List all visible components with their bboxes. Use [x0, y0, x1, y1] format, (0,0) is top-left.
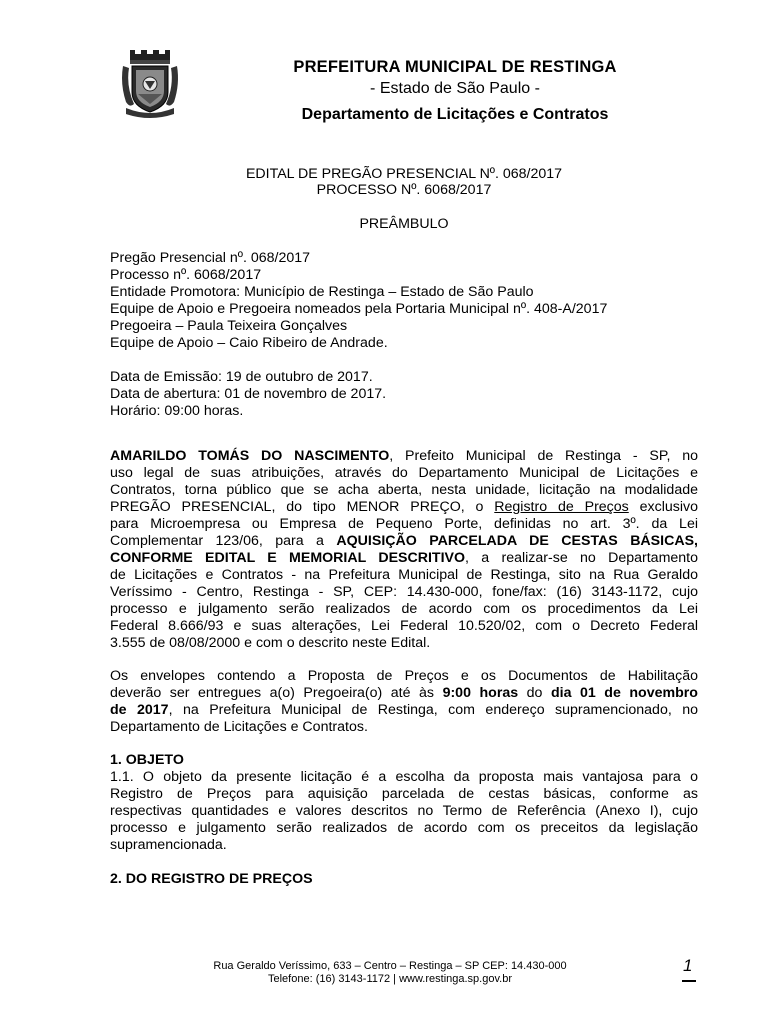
- page-number: 1: [683, 956, 693, 975]
- footer-address: Rua Geraldo Veríssimo, 633 – Centro – Restinga – SP CEP: 14.430-000: [213, 960, 567, 972]
- info-line: Processo nº. 6068/2017: [110, 267, 262, 283]
- registro-de-precos-link: Registro de Preços: [494, 499, 629, 515]
- section-heading-registro: 2. DO REGISTRO DE PREÇOS: [110, 871, 313, 887]
- info-line: Pregoeira – Paula Teixeira Gonçalves: [110, 318, 348, 334]
- date-line: Horário: 09:00 horas.: [110, 403, 244, 419]
- preambulo-heading: PREÂMBULO: [359, 216, 449, 232]
- state-subtitle: - Estado de São Paulo -: [370, 80, 540, 97]
- footer-contact: Telefone: (16) 3143-1172 | www.restinga.sp.gov.br: [268, 973, 512, 985]
- preamble-paragraph: AMARILDO TOMÁS DO NASCIMENTO, Prefeito Municipal de Restinga - SP, no uso legal de suas atribuições, através do Departamento Municipal de Licitações e Contratos, torna público que se acha aberta, nesta unidade, licitação na modalidade PREGÃO PRESENCIAL, do tipo MENOR PREÇO, o Registro de Preços exclusivo para Microempresa ou Empresa de Pequeno Porte, definidas no art. 3º. da Lei Complementar 123/06, para a AQUISIÇÃO PARCELADA DE CESTAS BÁSICAS, CONFORME EDITAL E MEMORIAL DESCRITIVO, a realizar-se no Departamento de Licitações e Contratos - na Prefeitura Municipal de Restinga, sito na Rua Geraldo Veríssimo - Centro, Restinga - SP, CEP: 14.430-000, fone/fax: (16) 3143-1172, cujo processo e julgamento serão realizados de acordo com os procedimentos da Lei Federal 8.666/93 e suas alterações, Lei Federal 10.520/02, com o Decreto Federal 3.555 de 08/08/2000 e com o descrito neste Edital.: [110, 448, 699, 651]
- objeto-paragraph: 1.1. O objeto da presente licitação é a escolha da proposta mais vantajosa para o Registro de Preços para aquisição parcelada de cestas básicas, conforme as respectivas quantidades e valores descritos no Termo de Referência (Anexo I), cujo processo e julgamento serão realizados de acordo com os preceitos da legislação supramencionada.: [110, 769, 698, 853]
- date-line: Data de abertura: 01 de novembro de 2017.: [110, 386, 387, 402]
- info-line: Entidade Promotora: Município de Restinga – Estado de São Paulo: [110, 284, 534, 300]
- section-heading-objeto: 1. OBJETO: [110, 752, 184, 768]
- page-title: PREFEITURA MUNICIPAL DE RESTINGA: [293, 58, 617, 76]
- info-line: Equipe de Apoio – Caio Ribeiro de Andrade.: [110, 335, 388, 351]
- envelopes-paragraph: Os envelopes contendo a Proposta de Preços e os Documentos de Habilitação deverão ser entregues a(o) Pregoeira(o) até às 9:00 horas do dia 01 de novembro de 2017, na Prefeitura Municipal de Restinga, com endereço supramencionado, no Departamento de Licitações e Contratos.: [110, 668, 699, 735]
- page-number-underline: [682, 980, 696, 982]
- municipal-coat-of-arms-icon: [120, 44, 180, 119]
- date-line: Data de Emissão: 19 de outubro de 2017.: [110, 369, 373, 385]
- info-line: Pregão Presencial nº. 068/2017: [110, 250, 311, 266]
- edital-title: EDITAL DE PREGÃO PRESENCIAL Nº. 068/2017: [245, 166, 563, 182]
- department-title: Departamento de Licitações e Contratos: [301, 106, 609, 123]
- processo-title: PROCESSO Nº. 6068/2017: [316, 182, 492, 198]
- info-line: Equipe de Apoio e Pregoeira nomeados pela Portaria Municipal nº. 408-A/2017: [110, 301, 608, 317]
